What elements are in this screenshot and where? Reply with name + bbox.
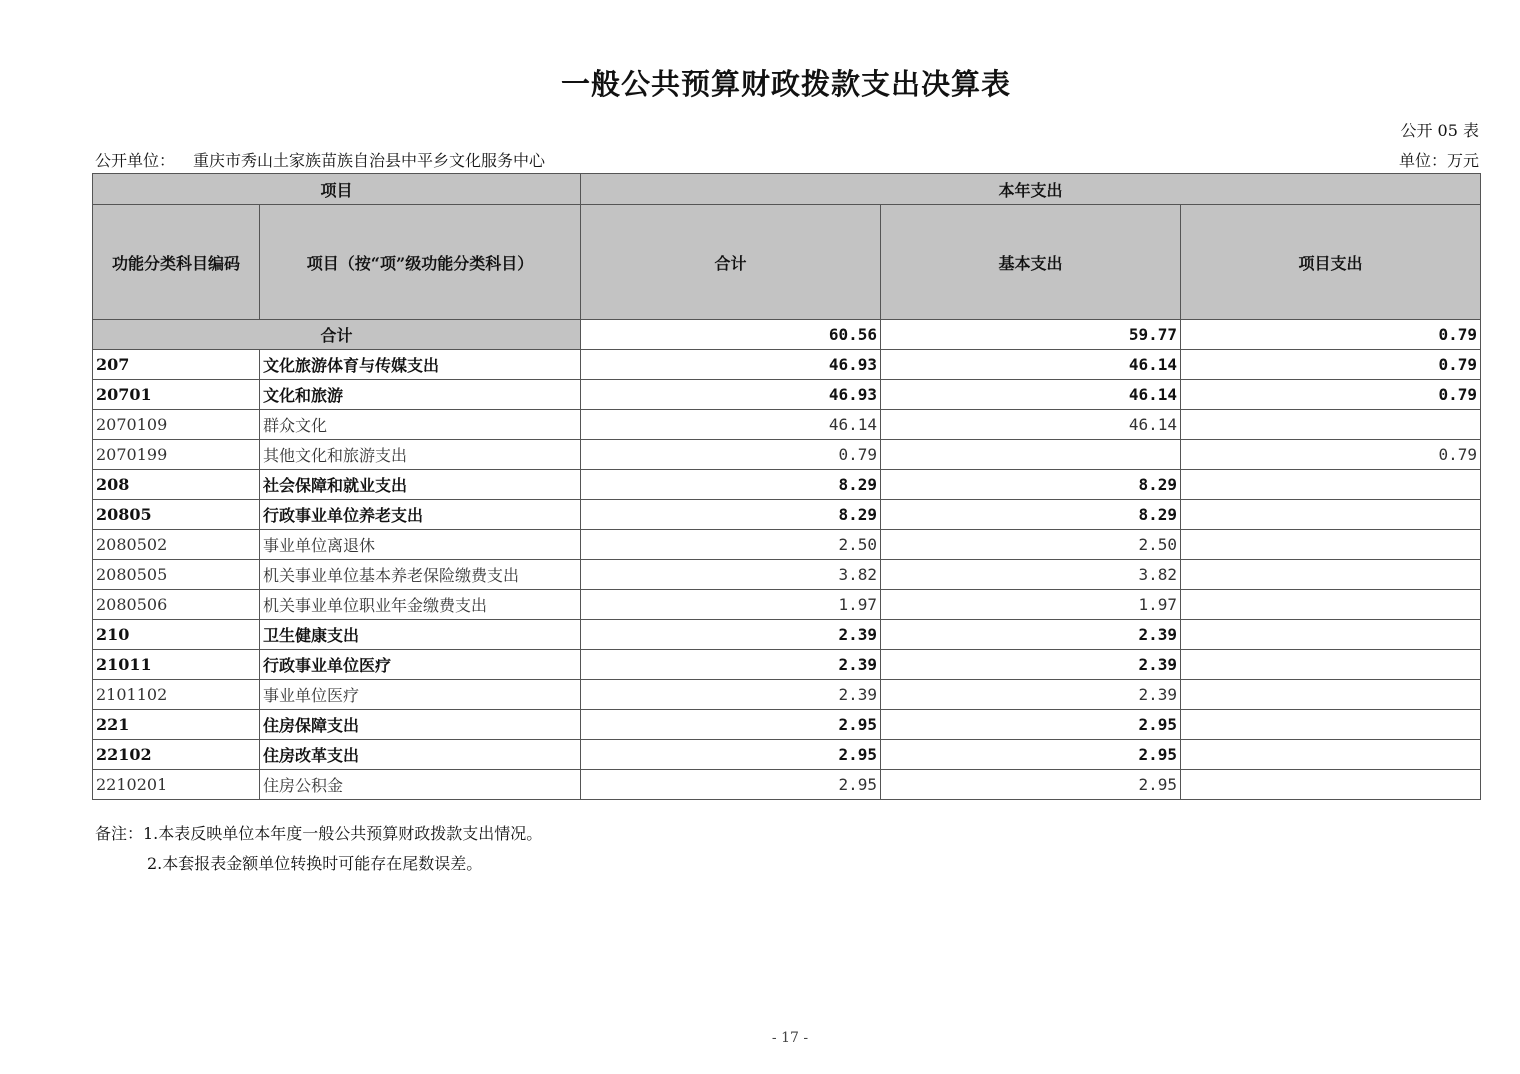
- row-name: 住房公积金: [260, 770, 581, 800]
- table-row: [93, 680, 1481, 710]
- total-label: 合计: [93, 320, 581, 350]
- row-project: [1181, 650, 1481, 680]
- row-name: 行政事业单位医疗: [260, 650, 581, 680]
- table-row: [93, 500, 1481, 530]
- row-project: [1181, 530, 1481, 560]
- header-current-year: 本年支出: [581, 174, 1481, 205]
- row-name: 事业单位医疗: [260, 680, 581, 710]
- table-row: [93, 620, 1481, 650]
- header-name: 项目（按“项”级功能分类科目）: [260, 205, 581, 320]
- table-row: [93, 740, 1481, 770]
- row-project: [1181, 500, 1481, 530]
- row-total: 3.82: [581, 560, 881, 590]
- money-unit: 单位：万元: [1398, 151, 1479, 170]
- row-name: 行政事业单位养老支出: [260, 500, 581, 530]
- header-code: 功能分类科目编码: [93, 205, 260, 320]
- row-basic: 2.95: [881, 710, 1181, 740]
- total-project: 0.79: [1181, 320, 1481, 350]
- row-total: 1.97: [581, 590, 881, 620]
- row-basic: 46.14: [881, 410, 1181, 440]
- row-project: [1181, 410, 1481, 440]
- row-project: 0.79: [1181, 350, 1481, 380]
- table-row: [93, 560, 1481, 590]
- row-name: 文化和旅游: [260, 380, 581, 410]
- row-code: 22102: [93, 740, 260, 770]
- row-basic: 46.14: [881, 380, 1181, 410]
- header-total: 合计: [581, 205, 881, 320]
- row-total: 46.93: [581, 380, 881, 410]
- note-line-1: 备注：1.本表反映单位本年度一般公共预算财政拨款支出情况。: [95, 824, 543, 843]
- row-code: 207: [93, 350, 260, 380]
- row-name: 住房保障支出: [260, 710, 581, 740]
- row-basic: 2.39: [881, 680, 1181, 710]
- row-project: [1181, 740, 1481, 770]
- table-row: [93, 410, 1481, 440]
- reporting-unit-label: 公开单位：: [95, 151, 176, 170]
- row-basic: 2.95: [881, 770, 1181, 800]
- row-basic: [881, 440, 1181, 470]
- total-amount: 60.56: [581, 320, 881, 350]
- header-project: 项目: [93, 174, 581, 205]
- row-project: 0.79: [1181, 440, 1481, 470]
- row-code: 2080506: [93, 590, 260, 620]
- row-code: 2101102: [93, 680, 260, 710]
- row-code: 208: [93, 470, 260, 500]
- table-row: [93, 590, 1481, 620]
- row-code: 2070109: [93, 410, 260, 440]
- row-total: 2.39: [581, 650, 881, 680]
- row-code: 20701: [93, 380, 260, 410]
- total-row: [93, 320, 1481, 350]
- table-row: [93, 440, 1481, 470]
- table-number: 公开 05 表: [1400, 121, 1479, 140]
- row-code: 2070199: [93, 440, 260, 470]
- row-code: 21011: [93, 650, 260, 680]
- row-total: 2.39: [581, 620, 881, 650]
- table-row: [93, 530, 1481, 560]
- row-total: 0.79: [581, 440, 881, 470]
- row-total: 2.50: [581, 530, 881, 560]
- row-name: 其他文化和旅游支出: [260, 440, 581, 470]
- row-name: 事业单位离退休: [260, 530, 581, 560]
- row-basic: 2.50: [881, 530, 1181, 560]
- note-line-2: 2.本套报表金额单位转换时可能存在尾数误差。: [147, 854, 483, 873]
- header-basic: 基本支出: [881, 205, 1181, 320]
- table-row: [93, 650, 1481, 680]
- header-row-top: [93, 174, 1481, 205]
- row-basic: 2.39: [881, 620, 1181, 650]
- table-row: [93, 770, 1481, 800]
- header-project-expenditure: 项目支出: [1181, 205, 1481, 320]
- table-row: [93, 350, 1481, 380]
- row-basic: 46.14: [881, 350, 1181, 380]
- row-total: 2.95: [581, 740, 881, 770]
- row-code: 2210201: [93, 770, 260, 800]
- row-total: 2.95: [581, 770, 881, 800]
- row-name: 卫生健康支出: [260, 620, 581, 650]
- row-name: 文化旅游体育与传媒支出: [260, 350, 581, 380]
- row-total: 8.29: [581, 500, 881, 530]
- row-basic: 8.29: [881, 500, 1181, 530]
- row-total: 2.95: [581, 710, 881, 740]
- row-basic: 2.95: [881, 740, 1181, 770]
- reporting-unit-name: 重庆市秀山土家族苗族自治县中平乡文化服务中心: [193, 151, 546, 170]
- row-project: [1181, 620, 1481, 650]
- row-code: 20805: [93, 500, 260, 530]
- row-project: [1181, 470, 1481, 500]
- total-basic: 59.77: [881, 320, 1181, 350]
- row-basic: 3.82: [881, 560, 1181, 590]
- row-total: 46.93: [581, 350, 881, 380]
- row-code: 210: [93, 620, 260, 650]
- row-project: [1181, 590, 1481, 620]
- page-title: 一般公共预算财政拨款支出决算表: [560, 67, 1011, 101]
- row-basic: 1.97: [881, 590, 1181, 620]
- row-project: [1181, 710, 1481, 740]
- reporting-unit: [95, 148, 545, 171]
- table-row: [93, 710, 1481, 740]
- row-total: 8.29: [581, 470, 881, 500]
- row-total: 2.39: [581, 680, 881, 710]
- row-project: [1181, 680, 1481, 710]
- row-code: 2080505: [93, 560, 260, 590]
- row-name: 社会保障和就业支出: [260, 470, 581, 500]
- row-project: [1181, 770, 1481, 800]
- row-name: 机关事业单位基本养老保险缴费支出: [260, 560, 581, 590]
- row-project: 0.79: [1181, 380, 1481, 410]
- row-name: 群众文化: [260, 410, 581, 440]
- header-row-bottom: [93, 205, 1481, 320]
- row-project: [1181, 560, 1481, 590]
- row-basic: 2.39: [881, 650, 1181, 680]
- row-name: 住房改革支出: [260, 740, 581, 770]
- page-number: - 17 -: [771, 1030, 809, 1046]
- row-total: 46.14: [581, 410, 881, 440]
- row-code: 221: [93, 710, 260, 740]
- table-row: [93, 470, 1481, 500]
- expenditure-table: [92, 173, 1481, 800]
- row-name: 机关事业单位职业年金缴费支出: [260, 590, 581, 620]
- row-code: 2080502: [93, 530, 260, 560]
- row-basic: 8.29: [881, 470, 1181, 500]
- table-row: [93, 380, 1481, 410]
